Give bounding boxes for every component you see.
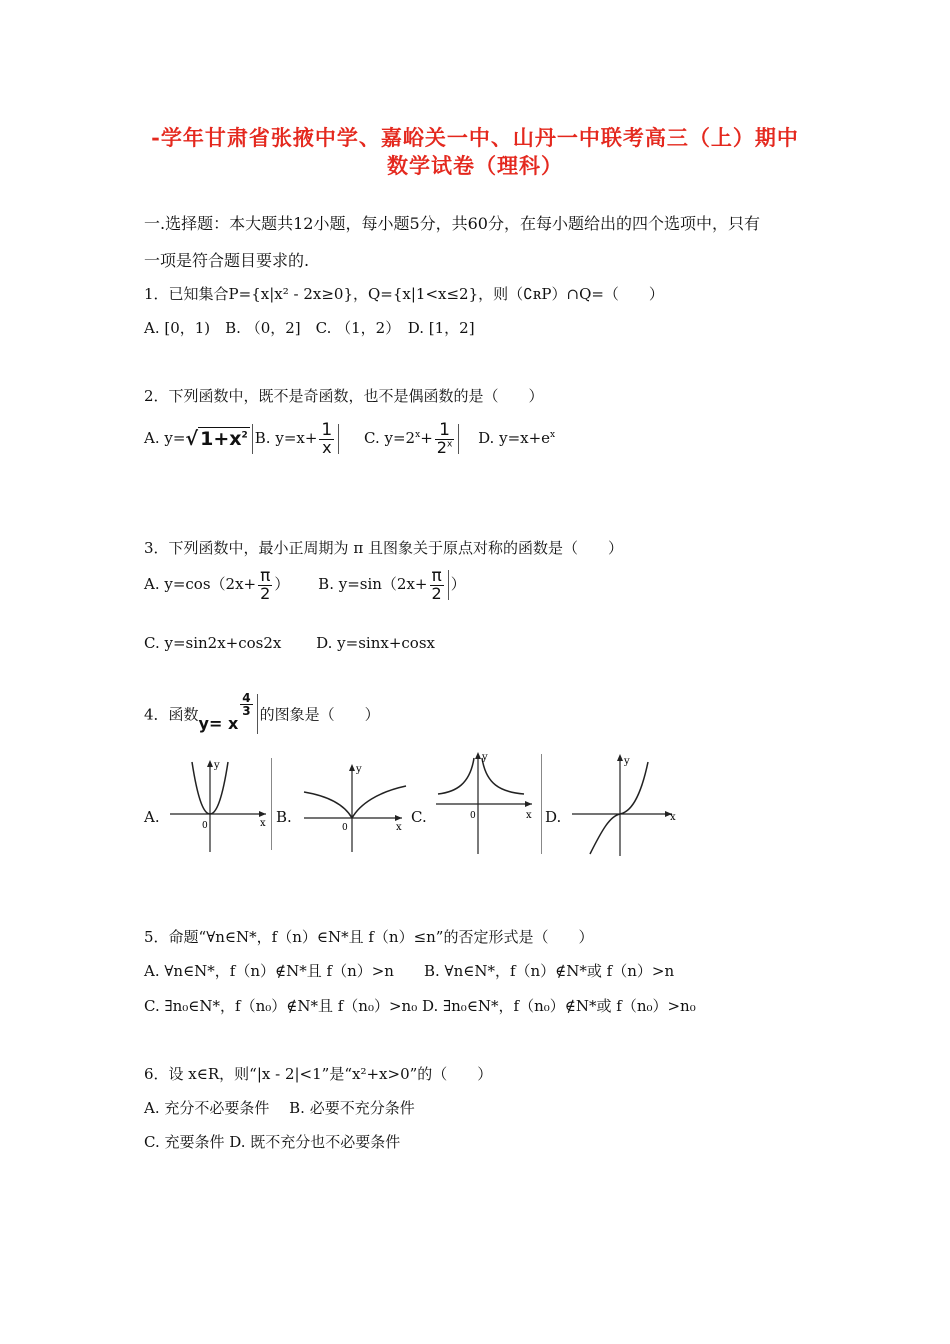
origin-label: 0: [202, 821, 208, 831]
fraction-numerator: π: [431, 566, 442, 586]
question-5-options-ab: A. ∀n∈N*，f（n）∉N*且 f（n）>n B. ∀n∈N*，f（n）∉N*或 f（n）>n: [144, 962, 675, 980]
section-intro-line1: 一.选择题：本大题共12小题，每小题5分，共60分，在每小题给出的四个选项中，只有: [144, 214, 760, 233]
option-c-prefix: C. y=2: [364, 429, 416, 447]
question-3-options-cd: C. y=sin2x+cos2x D. y=sinx+cosx: [144, 634, 435, 652]
option-b-prefix: B. y=x+: [254, 429, 318, 447]
fraction-denominator: 3: [242, 703, 251, 718]
formula-base: y= x: [198, 713, 239, 733]
graph-b: [298, 756, 418, 856]
graph-a: [162, 756, 272, 856]
option-b-prefix: B. y=sin（2x+: [318, 575, 428, 593]
axis-x-label: x: [260, 818, 266, 829]
page-subtitle: 数学试卷（理科）: [387, 153, 563, 178]
graph-c: [432, 748, 542, 858]
graph-d: [568, 750, 688, 860]
axis-y-label: y: [624, 756, 630, 767]
option-a-prefix: A. y=cos（2x+: [144, 575, 257, 593]
axis-y-label: y: [356, 764, 362, 775]
question-6-options-cd: C. 充要条件 D. 既不充分也不必要条件: [144, 1133, 401, 1151]
radicand-exponent: 2: [241, 430, 248, 441]
axis-y-label: y: [482, 752, 488, 763]
formula-divider: [458, 424, 459, 454]
option-c-superscript: x: [415, 430, 421, 440]
pi-over-2-fraction: [430, 568, 444, 602]
graph-label-b: B.: [276, 808, 292, 826]
question-2-stem: 2．下列函数中，既不是奇函数，也不是偶函数的是（ ）: [144, 387, 544, 405]
power-formula: [198, 690, 255, 737]
formula-divider: [448, 570, 449, 600]
question-6-stem: 6．设 x∈R，则“|x - 2|<1”是“x²+x>0”的（ ）: [144, 1065, 493, 1083]
question-4-stem: [144, 690, 380, 734]
formula-divider: [257, 694, 258, 734]
question-1-options: A. [0，1) B. （0，2] C. （1，2） D. [1，2]: [144, 319, 475, 337]
denominator-exponent: x: [446, 439, 453, 450]
question-6-options-ab: A. 充分不必要条件 B. 必要不充分条件: [144, 1099, 415, 1117]
question-2-options: [144, 422, 555, 456]
fraction-denominator: 2: [430, 585, 444, 602]
axis-x-label: x: [396, 822, 402, 833]
question-5-stem: 5．命题“∀n∈N*，f（n）∈N*且 f（n）≤n”的否定形式是（ ）: [144, 928, 594, 946]
fraction-numerator: π: [260, 566, 271, 586]
graph-label-c: C.: [411, 808, 427, 826]
question-4-prefix: 4．函数: [144, 705, 199, 724]
formula-divider: [338, 424, 339, 454]
formula-divider: [252, 424, 253, 454]
fraction-numerator: 4: [242, 690, 251, 705]
question-5-options-cd: C. ∃n₀∈N*，f（n₀）∉N*且 f（n₀）>n₀ D. ∃n₀∈N*，f（n₀）∉N*或 f（n₀）>n₀: [144, 997, 696, 1015]
fraction-denominator: [435, 439, 455, 456]
question-3-stem: 3．下列函数中，最小正周期为 π 且图象关于原点对称的函数是（ ）: [144, 539, 623, 557]
sqrt-formula: √ $1+x^2$: [185, 428, 248, 450]
option-a-prefix: A. y=: [144, 429, 186, 447]
option-b-fraction: [319, 422, 334, 456]
graph-label-a: A.: [144, 808, 160, 826]
fraction-numerator: 1: [439, 420, 450, 440]
option-d-prefix: D. y=x+e: [478, 429, 551, 447]
option-b-close: ）: [450, 575, 466, 593]
option-c-plus: +: [420, 429, 433, 447]
exponent-fraction: [240, 692, 252, 717]
axis-x-label: x: [526, 810, 532, 821]
graph-label-d: D.: [545, 808, 562, 826]
fraction-denominator: x: [319, 439, 334, 456]
axis-y-label: y: [214, 760, 220, 771]
section-intro-line2: 一项是符合题目要求的.: [144, 251, 310, 270]
origin-label: 0: [342, 823, 348, 833]
question-4-suffix: 的图象是（ ）: [259, 705, 380, 724]
question-1-stem: 1．已知集合P={x|x² - 2x≥0}，Q={x|1<x≤2}，则（∁ʀP）∩Q=（ ）: [144, 285, 664, 303]
option-d-superscript: x: [550, 430, 556, 440]
fraction-numerator: 1: [321, 420, 333, 440]
page-title: -学年甘肃省张掖中学、嘉峪关一中、山丹一中联考高三（上）期中: [151, 125, 799, 150]
axis-x-label: x: [670, 812, 676, 823]
radicand: 1+x: [200, 428, 242, 450]
option-c-fraction: [435, 422, 455, 456]
denominator-base: 2: [436, 438, 447, 457]
question-3-options-ab: [144, 568, 466, 602]
fraction-denominator: 2: [258, 585, 272, 602]
pi-over-2-fraction: [258, 568, 272, 602]
origin-label: 0: [470, 811, 476, 821]
option-a-close: ）: [274, 575, 290, 593]
